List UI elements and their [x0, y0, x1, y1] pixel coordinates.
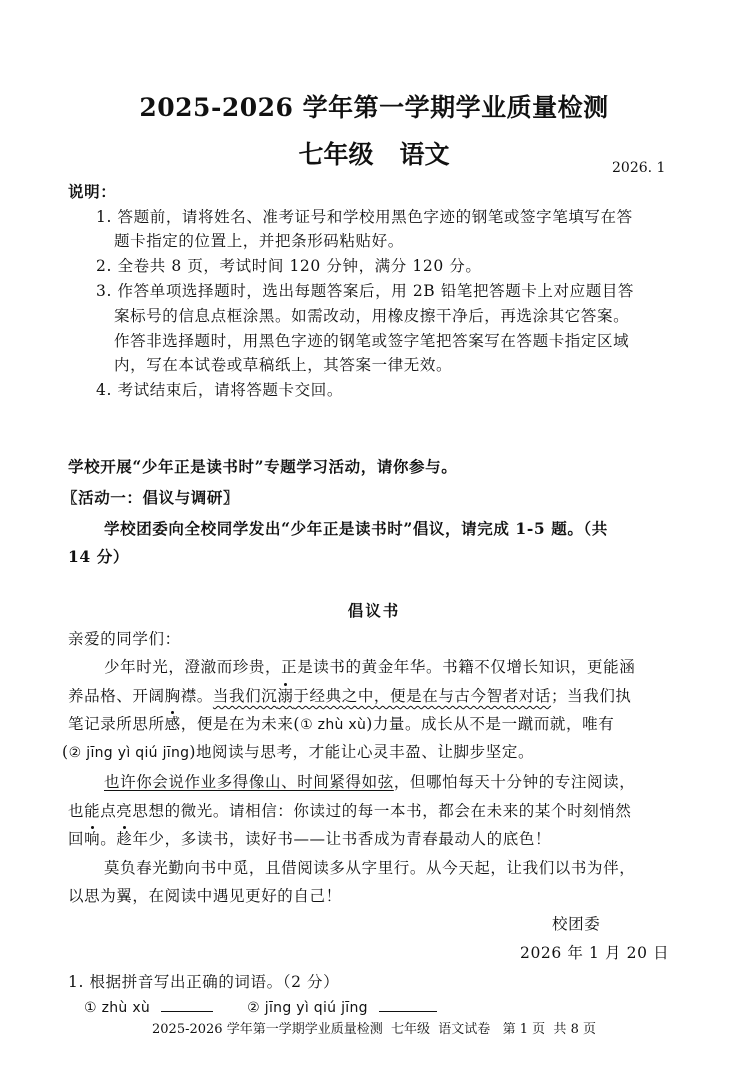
letter-text: ，便是在为未来( — [180, 715, 301, 733]
activity-description: 14 分） — [68, 547, 129, 566]
letter-text: 养品格、开阔胸襟。 — [68, 687, 213, 705]
dotted-char: 溺 — [277, 687, 294, 705]
instruction-line: 1. 答题前，请将姓名、准考证号和学校用黑色字迹的钢笔或签字笔填写在答 — [96, 208, 633, 226]
question-1-items — [84, 998, 437, 1016]
pinyin-blank-1: ① zhù xù — [300, 717, 367, 733]
instructions-heading: 说明： — [68, 182, 117, 201]
instruction-line: 4. 考试结束后，请将答题卡交回。 — [96, 381, 343, 399]
letter-line — [104, 770, 635, 792]
letter-text: )力量。成长从不是一蹴而就，唯有 — [366, 715, 615, 733]
letter-title: 倡议书 — [347, 601, 401, 620]
wavy-underlined-sentence — [213, 687, 551, 705]
subject-label: 语文 — [399, 140, 450, 169]
answer-blank-1[interactable] — [161, 998, 213, 1012]
instruction-line: 内，写在本试卷或草稿纸上，其答案一律无效。 — [114, 356, 453, 374]
instruction-line: 2. 全卷共 8 页，考试时间 120 分钟，满分 120 分。 — [96, 257, 482, 275]
letter-line: 也能点亮思想的微光。请相信：你读过的每一本书，都会在未来的某个时刻悄然 — [68, 802, 632, 820]
letter-text: ，但哪怕每天十分钟的专注阅读， — [393, 773, 636, 791]
instruction-line: 3. 作答单项选择题时，选出每题答案后，用 2B 铅笔把答题卡上对应题目答 — [96, 282, 635, 300]
instruction-line: 题卡指定的位置上，并把条形码粘贴好。 — [114, 232, 404, 250]
underlined-sentence: 也许你会说作业多得像山、时间紧得如弦 — [104, 773, 394, 791]
letter-text: 回 — [68, 830, 85, 848]
page-footer: 2025-2026 学年第一学期学业质量检测 七年级 语文试卷 第 1 页 共 8 页 — [152, 1022, 596, 1037]
dotted-char: 趁 — [116, 830, 133, 848]
letter-text: 年少，多读书，读好书——让书香成为青春最动人的底色！ — [132, 830, 552, 848]
intro-text: 学校开展“少年正是读书时”专题学习活动，请你参与。 — [68, 457, 458, 476]
letter-line — [68, 827, 551, 849]
letter-date: 2026 年 1 月 20 日 — [520, 944, 670, 962]
letter-text: 笔记录所思所 — [68, 715, 165, 733]
pinyin-blank-2: ② jīng yì qiú jīng — [68, 745, 190, 761]
letter-line — [68, 712, 614, 734]
letter-line: 以思为翼，在阅读中遇见更好的自己！ — [68, 887, 342, 905]
exam-date: 2026. 1 — [612, 160, 666, 176]
letter-text: 。 — [100, 830, 117, 848]
pinyin-item-1: ① zhù xù — [84, 1000, 151, 1016]
question-1-prompt: 1. 根据拼音写出正确的词语。（2 分） — [68, 973, 340, 991]
letter-line — [62, 740, 534, 762]
letter-text: 于经典之中，便是在与古今智者对话 — [293, 687, 552, 705]
dotted-char: 响 — [84, 830, 101, 848]
letter-text: )地阅读与思考，才能让心灵丰盈、让脚步坚定。 — [189, 743, 535, 761]
letter-text: ( — [62, 743, 69, 761]
letter-line — [68, 684, 632, 706]
dotted-char: 感 — [164, 715, 181, 733]
exam-title: 2025-2026 学年第一学期学业质量检测 — [139, 93, 609, 122]
letter-text: 当我们沉 — [212, 687, 278, 705]
instruction-line: 作答非选择题时，用黑色字迹的钢笔或签字笔把答案写在答题卡指定区域 — [114, 332, 630, 350]
activity-description: 学校团委向全校同学发出“少年正是读书时”倡议，请完成 1-5 题。（共 — [104, 519, 608, 538]
letter-line: 莫负春光勤向书中觅，且借阅读多从字里行。从今天起，让我们以书为伴， — [104, 859, 636, 877]
letter-text: ；当我们执 — [551, 687, 632, 705]
letter-line: 少年时光，澄澈而珍贵，正是读书的黄金年华。书籍不仅增长知识，更能涵 — [104, 658, 636, 676]
activity-title: 〖活动一：倡议与调研〗 — [62, 488, 240, 507]
pinyin-item-2: ② jīng yì qiú jīng — [247, 1000, 368, 1016]
answer-blank-2[interactable] — [379, 998, 437, 1012]
grade-label: 七年级 — [298, 140, 374, 169]
instruction-line: 案标号的信息点框涂黑。如需改动，用橡皮擦干净后，再选涂其它答案。 — [114, 307, 630, 325]
letter-signature: 校团委 — [552, 915, 601, 933]
letter-salutation: 亲爱的同学们： — [68, 630, 181, 648]
